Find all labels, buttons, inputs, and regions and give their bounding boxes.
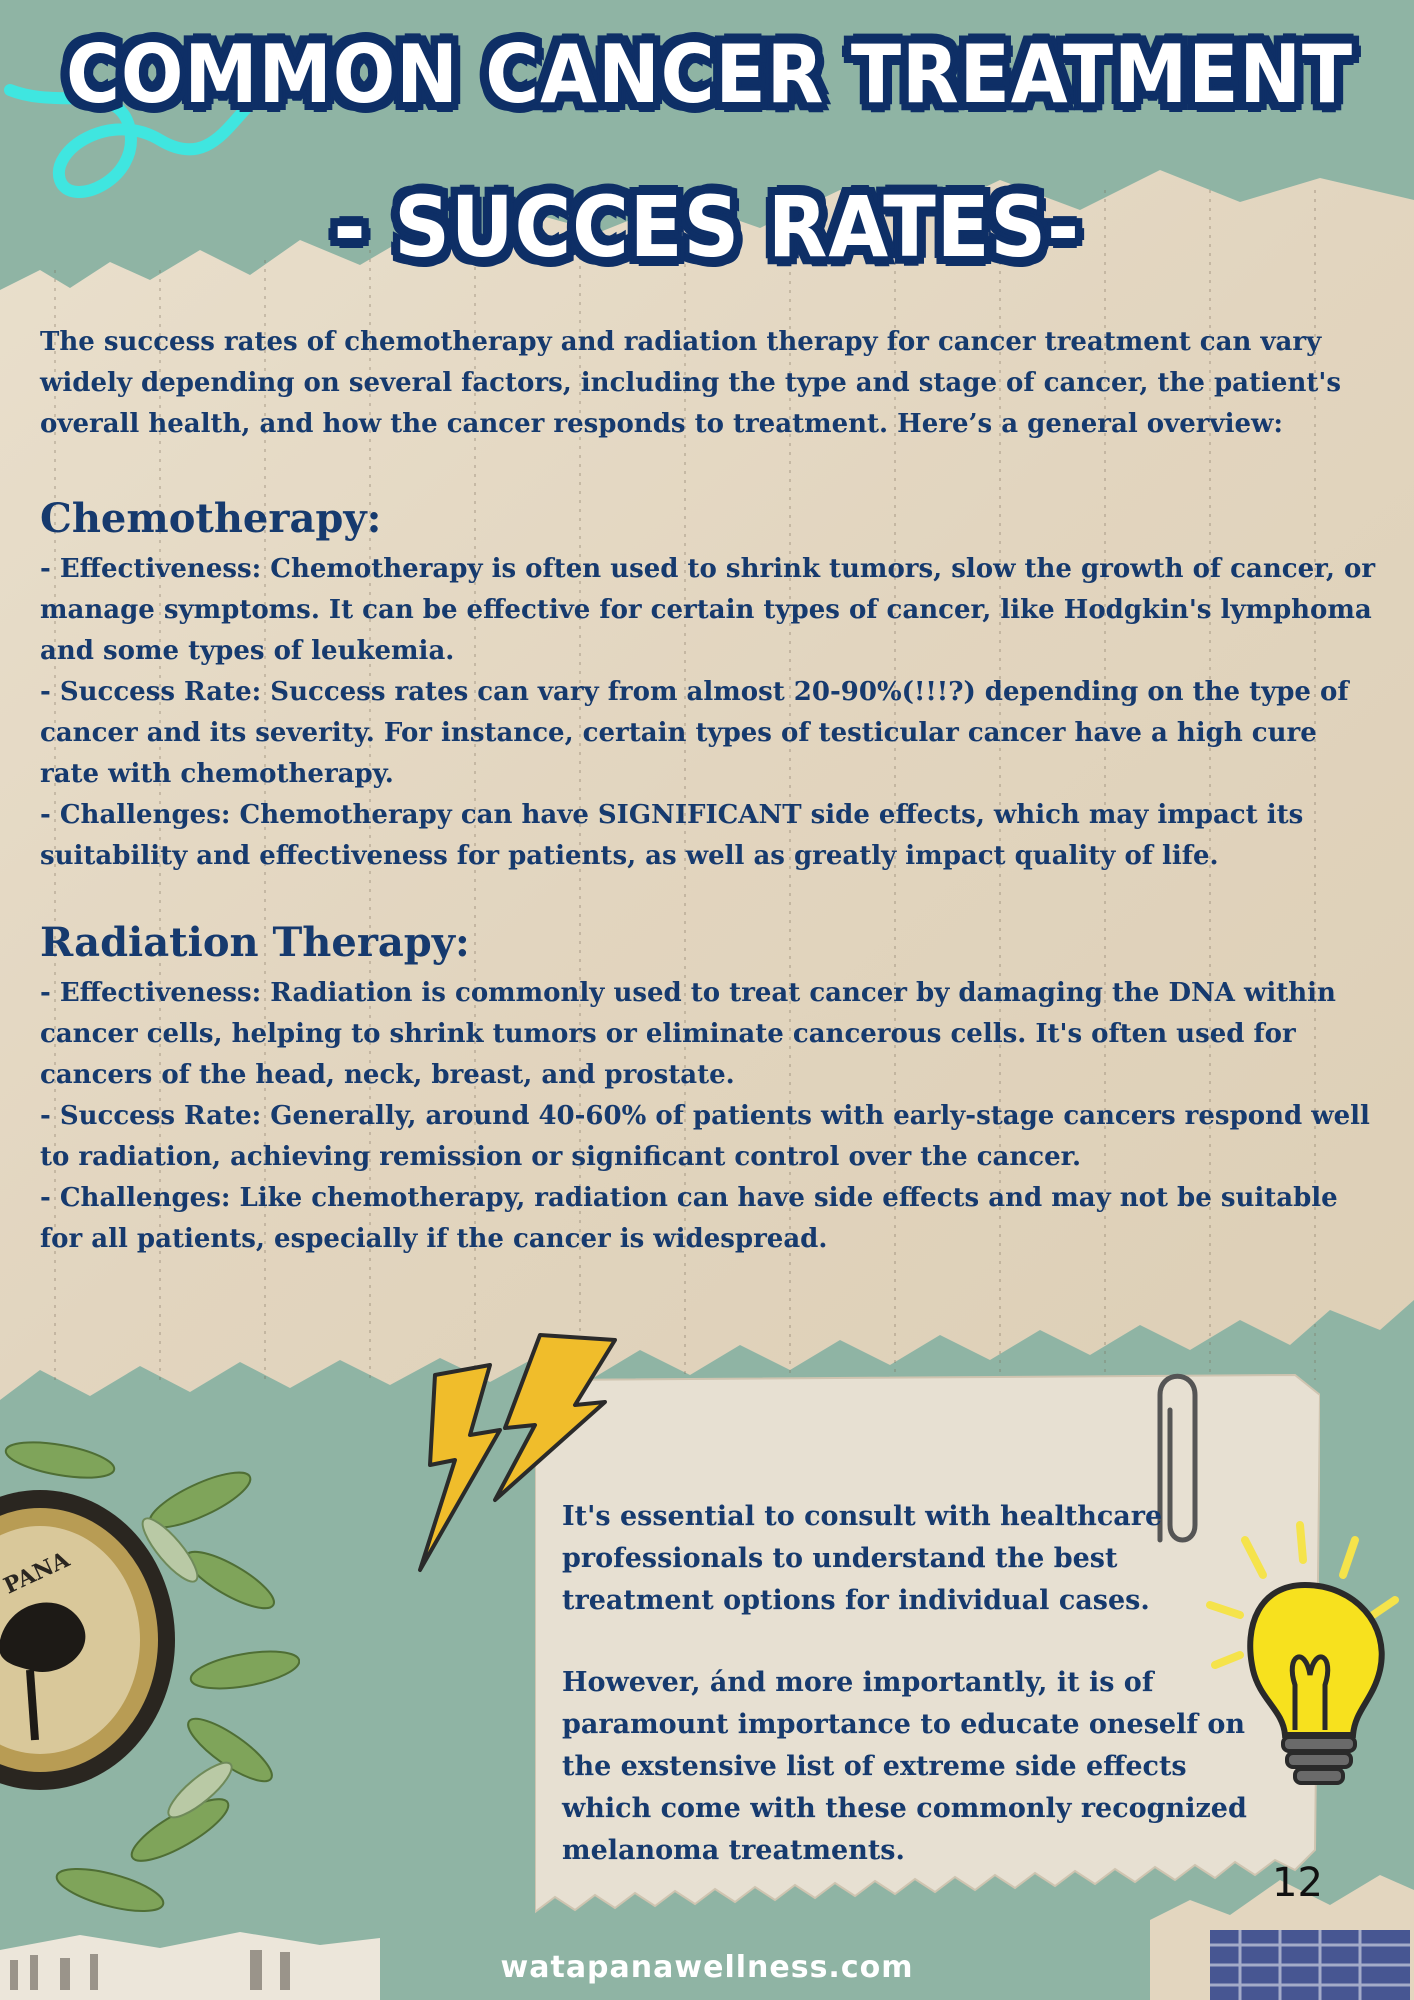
logo-seal-text: PANA: [0, 1546, 74, 1600]
radiation-heading: Radiation Therapy:: [40, 919, 470, 966]
page-title-line-1: COMMON CANCER TREATMENT: [65, 28, 1354, 121]
main-content: [40, 322, 1380, 1260]
chemotherapy-effectiveness: - Effectiveness: Chemotherapy is often used to shrink tumors, slow the growth of cancer, or manage symptoms. It can be effective for certain types of cancer, like Hodgkin's lymphoma and some types of leukemia.: [40, 554, 1376, 666]
radiation-success-rate: - Success Rate: Generally, around 40-60% of patients with early-stage cancers respond well to radiation, achieving remission or significant control over the cancer.: [40, 1101, 1370, 1172]
chemotherapy-challenges: - Challenges: Chemotherapy can have SIGNIFICANT side effects, which may impact its suitability and effectiveness for patients, as well as greatly impact quality of life.: [40, 800, 1304, 871]
radiation-challenges: - Challenges: Like chemotherapy, radiation can have side effects and may not be suitable for all patients, especially if the cancer is widespread.: [40, 1183, 1338, 1254]
website-footer[interactable]: watapanawellness.com: [500, 1950, 914, 1985]
chemotherapy-heading: Chemotherapy:: [40, 495, 382, 542]
logo-seal-graphic: [0, 1480, 180, 1800]
page-number: 12: [1272, 1860, 1323, 1906]
chemotherapy-success-rate: - Success Rate: Success rates can vary from almost 20-90%(!!!?) depending on the type of cancer and its severity. For instance, certain types of testicular cancer have a high cure rate with chemotherapy.: [40, 677, 1349, 789]
logo-seal: [0, 1480, 180, 1800]
intro-paragraph: The success rates of chemotherapy and radiation therapy for cancer treatment can vary widely depending on several factors, including the type and stage of cancer, the patient's overall health, and how the cancer responds to treatment. Here’s a general overview:: [40, 327, 1341, 439]
radiation-section: [40, 917, 1380, 1260]
note-paragraph-1: It's essential to consult with healthcare professionals to understand the best treatment options for individual cases.: [562, 1501, 1163, 1616]
radiation-effectiveness: - Effectiveness: Radiation is commonly used to treat cancer by damaging the DNA within cancer cells, helping to shrink tumors or eliminate cancerous cells. It's often used for cancers of the head, neck, breast, and prostate.: [40, 978, 1336, 1090]
note-paragraph-2: However, ánd more importantly, it is of paramount importance to educate oneself on the exstensive list of extreme side effects which come with these commonly recognized melanoma treatments.: [562, 1667, 1247, 1866]
note-text: [562, 1496, 1252, 1872]
page-title-line-2: - SUCCES RATES-: [333, 178, 1081, 276]
chemotherapy-section: [40, 493, 1380, 877]
